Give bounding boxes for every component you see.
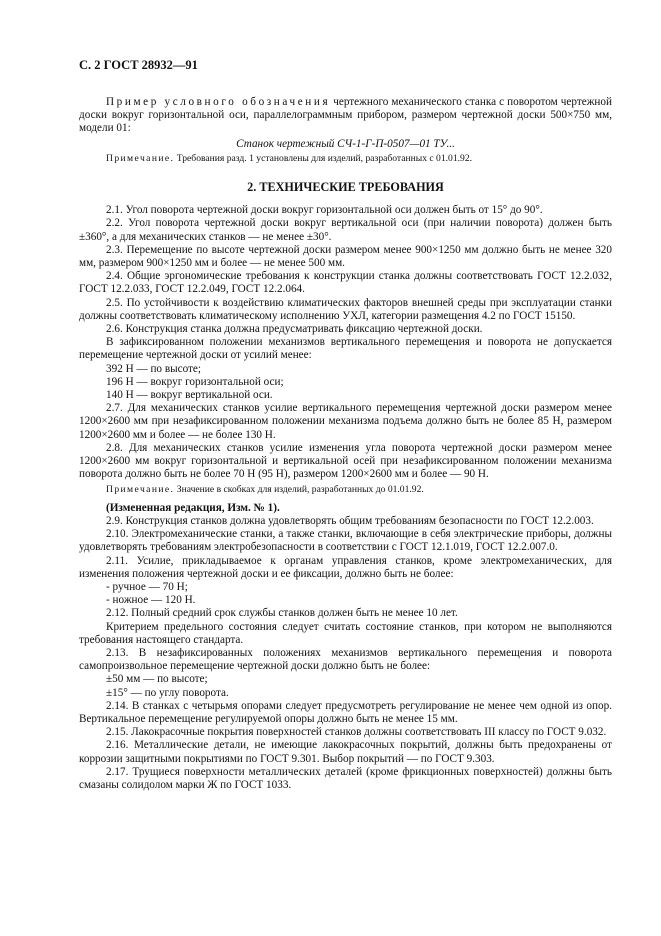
clause-2-16: 2.16. Металлические детали, не имеющие лакокрасочных покрытий, должны быть предохранены от коррозии защитными покрытиями по ГОСТ 9.301. Выбор покрытий — по ГОСТ 9.303. — [79, 739, 612, 765]
clause-2-7: 2.7. Для механических станков усилие вертикального перемещения чертежной доски размером менее 1200×2600 мм при незафиксированном положении механизма подъема должно быть не более 85 Н, размером 1200×2600 мм и более — не более 130 Н. — [79, 402, 612, 441]
example-text: чертежного механического станка с поворотом чертежной доски вокруг горизонтальной оси, параллелограммным прибором, размером чертежной доски 500×750 мм, модели 01: — [79, 96, 612, 135]
note-1-text: Требования разд. 1 установлены для изделий, разработанных с 01.01.92. — [174, 152, 473, 164]
model-designation: Станок чертежный СЧ-1-Г-П-0507—01 ТУ... — [236, 137, 455, 150]
clause-2-9: 2.9. Конструкция станков должна удовлетворять общим требованиям безопасности по ГОСТ 12.2.003. — [106, 514, 594, 527]
clause-2-1: 2.1. Угол поворота чертежной доски вокруг горизонтальной оси должен быть от 15° до 90°. — [106, 204, 543, 217]
example-label: Пример условного обозначения — [106, 96, 331, 108]
clause-2-6-continuation: В зафиксированном положении механизмов вертикального перемещения и поворота не допускается перемещение чертежной доски от усилий менее: — [79, 336, 612, 362]
list-item: ±15° — по углу поворота. — [106, 686, 229, 699]
note-1-label: Примечание. — [106, 152, 175, 164]
example-paragraph — [79, 96, 612, 136]
note-2-label: Примечание. — [106, 484, 175, 496]
clause-2-12-continuation: Критерием предельного состояния следует считать состояние станков, при котором не выполняются требования настоящего стандарта. — [79, 620, 612, 646]
clause-2-12: 2.12. Полный средний срок службы станков должен быть не менее 10 лет. — [106, 607, 458, 620]
clause-2-11: 2.11. Усилие, прикладываемое к органам управления станков, кроме электромеханических, для изменения положения чертежной доски и ее фиксации, должно быть не более: — [79, 554, 612, 580]
clause-2-13: 2.13. В незафиксированных положениях механизмов вертикального перемещения и поворота самопроизвольное перемещение чертежной доски должно быть не более: — [79, 646, 612, 673]
clause-2-8: 2.8. Для механических станков усилие изменения угла поворота чертежной доски размером менее 1200×2600 мм вокруг горизонтальной и вертикальной осей при незафиксированном положении механизма поворота должно быть не более 70 Н (95 Н), размером 1200×2600 мм и более — 90 Н. — [79, 441, 612, 481]
clause-2-15: 2.15. Лакокрасочные покрытия поверхностей станков должны соответствовать III классу по ГОСТ 9.032. — [106, 726, 607, 739]
clause-2-3: 2.3. Перемещение по высоте чертежной доски размером менее 900×1250 мм должно быть не менее 320 мм, размером 900×1250 мм и более — не менее 500 мм. — [79, 243, 612, 270]
page-header: С. 2 ГОСТ 28932—91 — [79, 58, 198, 72]
section-heading: 2. ТЕХНИЧЕСКИЕ ТРЕБОВАНИЯ — [247, 180, 444, 195]
list-item: 196 Н — вокруг горизонтальной оси; — [106, 375, 284, 388]
clause-2-14: 2.14. В станках с четырьмя опорами следует предусмотреть регулирование не менее чем одной из опор. Вертикальное перемещение регулируемой опоры должно быть не менее 15 мм. — [79, 699, 612, 725]
list-item: ±50 мм — по высоте; — [106, 673, 208, 686]
clause-2-17: 2.17. Трущиеся поверхности металлических деталей (кроме фрикционных поверхностей) должны быть смазаны солидолом марки Ж по ГОСТ 1033. — [79, 765, 612, 791]
clause-2-10: 2.10. Электромеханические станки, а также станки, включающие в себя электрические приборы, должны удовлетворять требованиям электробезопасности в соответствии с ГОСТ 12.1.019, ГОСТ 12.2.007.0. — [79, 528, 612, 554]
document-body — [79, 96, 612, 792]
list-item: 140 Н — вокруг вертикальной оси. — [106, 389, 273, 402]
note-2-text: Значение в скобках для изделий, разработанных до 01.01.92. — [174, 484, 424, 496]
note-2 — [79, 483, 612, 496]
clause-2-4: 2.4. Общие эргономические требования к конструкции станка должны соответствовать ГОСТ 12.2.032, ГОСТ 12.2.033, ГОСТ 12.2.049, ГОСТ 12.2.064. — [79, 270, 612, 296]
list-item: 392 Н — по высоте; — [106, 362, 201, 375]
list-item: - ручное — 70 Н; — [106, 580, 188, 593]
note-1 — [79, 152, 612, 165]
edition-note: (Измененная редакция, Изм. № 1). — [106, 501, 280, 514]
list-item: - ножное — 120 Н. — [106, 594, 196, 607]
clause-2-5: 2.5. По устойчивости к воздействию климатических факторов внешней среды при эксплуатации станки должны соответствовать климатическому исполнению УХЛ, категории размещения 4.2 по ГОСТ 15150. — [79, 296, 612, 322]
clause-2-6: 2.6. Конструкция станка должна предусматривать фиксацию чертежной доски. — [106, 323, 483, 336]
clause-2-2: 2.2. Угол поворота чертежной доски вокруг вертикальной оси (при наличии поворота) должен быть ±360°, а для механических станков — не менее ±30°. — [79, 217, 612, 243]
